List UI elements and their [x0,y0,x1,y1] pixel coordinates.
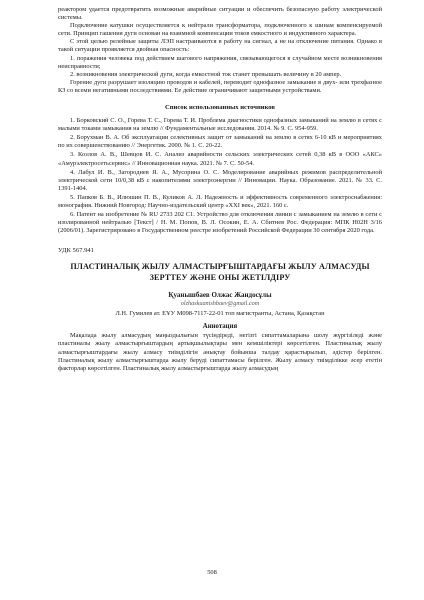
paragraph: Подключение катушки осуществляется к нейтрали трансформатора, подключенного к шинам компенсируемой сети. Принцип гашения дуги основан на взаимной компенсации токов емкостного и индуктивного характера. [58,22,382,38]
continuation-text [58,6,382,95]
article-title: ПЛАСТИНАЛЫҚ ЖЫЛУ АЛМАСТЫРҒЫШТАРДАҒЫ ЖЫЛУ АЛМАСУДЫ ЗЕРТТЕУ ЖӘНЕ ОНЫ ЖЕТІЛДІРУ [70,262,370,282]
list-item: 1. поражения человека под действием шагового напряжения, связывающегося в случайном месте возникновения неисправности; [58,54,382,70]
reference-item: 4. Лабул И. В., Загороднев Я. А., Мусорина О. С. Моделирование аварийных режимов распределительной электрической сети 10/0,38 кВ с накопителями электроэнергии // Инновации. Наука. Образование. 2021. № 33. С. 1391-1404. [58,168,382,192]
references-heading: Список использованных источников [165,104,275,112]
annotation-heading: Аннотация [202,323,238,331]
references-list [58,117,382,235]
author-name: Қуанышбаев Олжас Жандосұлы [168,291,272,300]
reference-item: 1. Борковский С. О., Горева Т. С., Горева Т. И. Проблема диагностики однофазных замыканий на землю в сетях с малыми токами замыкания на землю // Фундаментальные исследования. 2014. № 9. С. 954-959. [58,117,382,133]
reference-item: 2. Борухман В. А. Об эксплуатации селективных защит от замыканий на землю в сетях 6-10 кВ и мероприятиях по их совершенствованию // Энергетик. 2000. № 1. С. 20-22. [58,134,382,150]
udk-code: УДК 567.941 [58,247,94,255]
annotation-text: Мақалада жылу алмасудың маңыздылығын түсіндіреді, негізгі сипаттамаларына шолу жүргізіледі және пластиналы жылу алмастырғыштардың артықшылықтары мен кемшіліктері көрсетілген. Пластиналық жылу алмастырғыштардағы жылу алмасу тиімділігін анықтау бойынша талдау қарастырылып, әдістер берілген. Пластиналық жылу алмастырғыштарда жылу беруді сипаттамасы берілген. Жылу алмасу тиімділікке әсер ететін факторлар көрсетілген. Пластиналық жылу алмастырғыштарда жылу алмасудың [58,332,382,372]
author-affiliation: Л.Н. Гумилев ат. ЕҰУ М098-7117-22-01 топ магистранты, Астана, Қазақстан [115,310,325,318]
page-number: 508 [207,569,217,576]
paragraph: Горение дуги разрушает изоляцию проводов и кабелей, переводит однофазное замыкание в двух- или трехфазное КЗ со всеми негативными последствиями. Ее действие ограничивают защитными устройствами. [58,78,382,94]
list-item: 2. возникновения электрической дуги, когда емкостной ток станет превышать величину в 20 ампер. [70,70,342,78]
reference-item: 6. Патент на изобретение № RU 2733 202 C1. Устройство для отключения линии с замыканием на землю в сети с изолированной нейтралью [Текст] / Н. М. Попов, В. Л. Осокин, Е. А. Сбитнев Рос. Федерация: МПК H02H 3/16 (2006/01). Зарегистрировано в Государственном реестре изобретений Российской Федерации 30 сентября 2020 года. [58,211,382,235]
reference-item: 3. Козлов А. В., Шевцов И. С. Анализ аварийности сельских электрических сетей 0,38 кВ в ООО «АКС» «Амурэлектросетьсервис» // Инновационная наука. 2021. № 7. С. 50-54. [58,151,382,167]
reference-item: 5. Папков Б. В., Илюшин П. В., Куликов А. Л. Надежность и эффективность современного электроснабжения: монография. Нижний Новгород: Научно-издательский центр «XXI век», 2021. 160 с. [58,193,382,209]
author-email: olzhaskuanishbaev@gmail.com [180,300,260,308]
paragraph: С этой целью релейные защиты ЛЭП настраиваются в работу на сигнал, а не на отключение питания. Однако в такой ситуации проявляется двойная опасность: [58,38,382,54]
paragraph: реактором удается предотвратить возможные аварийные ситуации и обеспечить безопасную работу электрической системы. [58,6,382,22]
